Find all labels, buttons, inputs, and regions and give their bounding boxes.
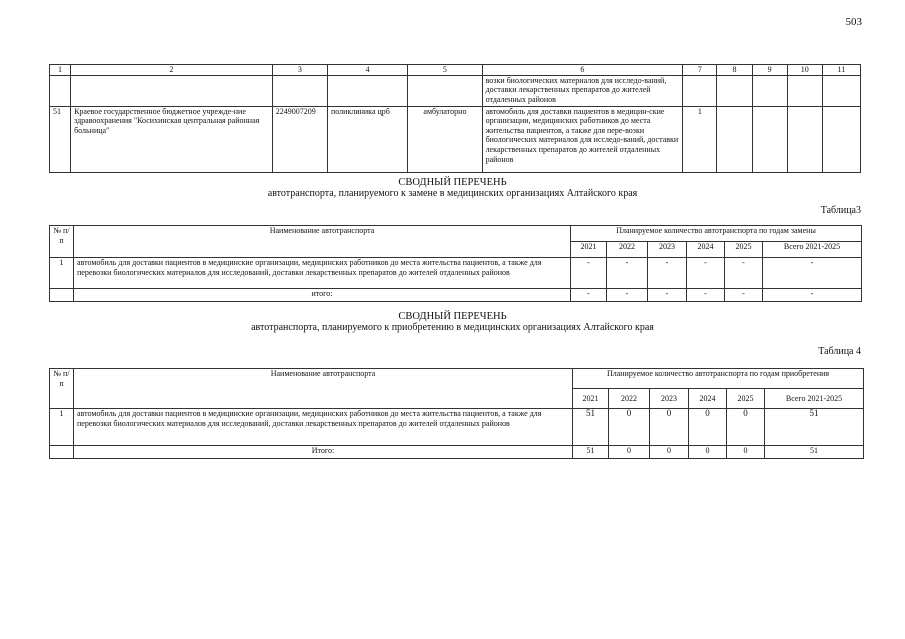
total-value: 0 — [609, 446, 650, 459]
total-value: 51 — [573, 446, 609, 459]
header-cell: 6 — [482, 65, 683, 76]
table4-label: Таблица 4 — [818, 346, 861, 357]
value-cell: 0 — [727, 409, 765, 446]
col-name-header: Наименование автотранспорта — [74, 226, 571, 258]
value-cell: 0 — [609, 409, 650, 446]
header-cell: 1 — [50, 65, 71, 76]
header-row — [50, 65, 861, 76]
total-value: 0 — [727, 446, 765, 459]
total-label: Итого: — [74, 446, 573, 459]
organization-name: Краевое государственное бюджетное учрежде-ние здравоохранения "Косихинская центральная районная больница" — [71, 106, 273, 172]
count-cell: 1 — [683, 106, 717, 172]
total-value: 0 — [689, 446, 727, 459]
total-value: - — [607, 289, 648, 302]
total-value: - — [687, 289, 725, 302]
total-row — [50, 289, 862, 302]
inn-cell: 2249007209 — [272, 106, 327, 172]
vehicle-name: автомобиль для доставки пациентов в медицинские организации, медицинских работников до места жительства пациентов, а также для перевозки биологических материалов для исследований, доставки лекарственных препаратов до жителей отдаленных районов — [74, 258, 571, 289]
total-label: итого: — [74, 289, 571, 302]
table-row — [50, 75, 861, 106]
header-row — [50, 369, 864, 389]
vehicle-name: автомобиль для доставки пациентов в медицинские организации, медицинских работников до места жительства пациентов, а также для перевозки биологических материалов для исследований, доставки лекарственных препаратов до жителей отдаленных районов — [74, 409, 573, 446]
facility-type: поликлиника црб — [328, 106, 408, 172]
year-header: 2025 — [725, 242, 763, 258]
col-plan-header: Планируемое количество автотранспорта по годам замены — [571, 226, 862, 242]
year-header: 2021 — [571, 242, 607, 258]
header-cell: 4 — [328, 65, 408, 76]
value-cell: - — [648, 258, 687, 289]
header-cell: 5 — [408, 65, 482, 76]
col-number-header: № п/п — [50, 226, 74, 258]
year-header: 2022 — [609, 389, 650, 409]
year-header: 2022 — [607, 242, 648, 258]
value-cell: 0 — [650, 409, 689, 446]
total-value: 0 — [650, 446, 689, 459]
col-plan-header: Планируемое количество автотранспорта по годам приобретения — [573, 369, 864, 389]
value-cell: 51 — [573, 409, 609, 446]
header-cell: 7 — [683, 65, 717, 76]
header-cell: 8 — [717, 65, 752, 76]
purpose-cell: автомобиль для доставки пациентов в медицин-ские организации, медицинских работников до места жительства пациентов, а также для пере-возки биологических материалов для исследо-ваний, доставки лекарственных препаратов до жителей отдаленных районов — [482, 106, 683, 172]
page-number: 503 — [845, 16, 862, 28]
value-cell: 51 — [765, 409, 864, 446]
header-cell: 3 — [272, 65, 327, 76]
year-header: Всего 2021-2025 — [763, 242, 862, 258]
table-row — [50, 258, 862, 289]
year-header: 2021 — [573, 389, 609, 409]
care-kind: амбулаторно — [408, 106, 482, 172]
year-header: 2025 — [727, 389, 765, 409]
replacement-table — [49, 225, 862, 302]
total-value: - — [648, 289, 687, 302]
section4-subtitle: автотранспорта, планируемого к приобретению в медицинских организациях Алтайского края — [251, 322, 654, 333]
year-header: Всего 2021-2025 — [765, 389, 864, 409]
purpose-cell: возки биологических материалов для исследо-ваний, доставки лекарственных препаратов до жителей отдаленных районов — [482, 75, 683, 106]
acquisition-table — [49, 368, 864, 459]
table3-label: Таблица3 — [820, 205, 861, 216]
col-name-header: Наименование автотранспорта — [74, 369, 573, 409]
row-number: 1 — [50, 409, 74, 446]
table-row — [50, 409, 864, 446]
value-cell: - — [687, 258, 725, 289]
total-value: - — [725, 289, 763, 302]
total-value: 51 — [765, 446, 864, 459]
section3-subtitle: автотранспорта, планируемого к замене в медицинских организациях Алтайского края — [267, 188, 638, 199]
facility-table — [49, 64, 861, 173]
total-row — [50, 446, 864, 459]
row-number: 1 — [50, 258, 74, 289]
value-cell: - — [763, 258, 862, 289]
year-header: 2023 — [650, 389, 689, 409]
total-value: - — [571, 289, 607, 302]
header-cell: 9 — [752, 65, 787, 76]
header-cell: 11 — [822, 65, 860, 76]
col-number-header: № п/п — [50, 369, 74, 409]
value-cell: 0 — [689, 409, 727, 446]
table-row — [50, 106, 861, 172]
value-cell: - — [571, 258, 607, 289]
year-header: 2023 — [648, 242, 687, 258]
header-cell: 10 — [787, 65, 822, 76]
value-cell: - — [607, 258, 648, 289]
section3-title: СВОДНЫЙ ПЕРЕЧЕНЬ — [398, 177, 507, 188]
row-number: 51 — [50, 106, 71, 172]
section4-title: СВОДНЫЙ ПЕРЕЧЕНЬ — [398, 311, 507, 322]
value-cell: - — [725, 258, 763, 289]
year-header: 2024 — [689, 389, 727, 409]
total-value: - — [763, 289, 862, 302]
header-cell: 2 — [71, 65, 273, 76]
header-row — [50, 226, 862, 242]
year-header: 2024 — [687, 242, 725, 258]
